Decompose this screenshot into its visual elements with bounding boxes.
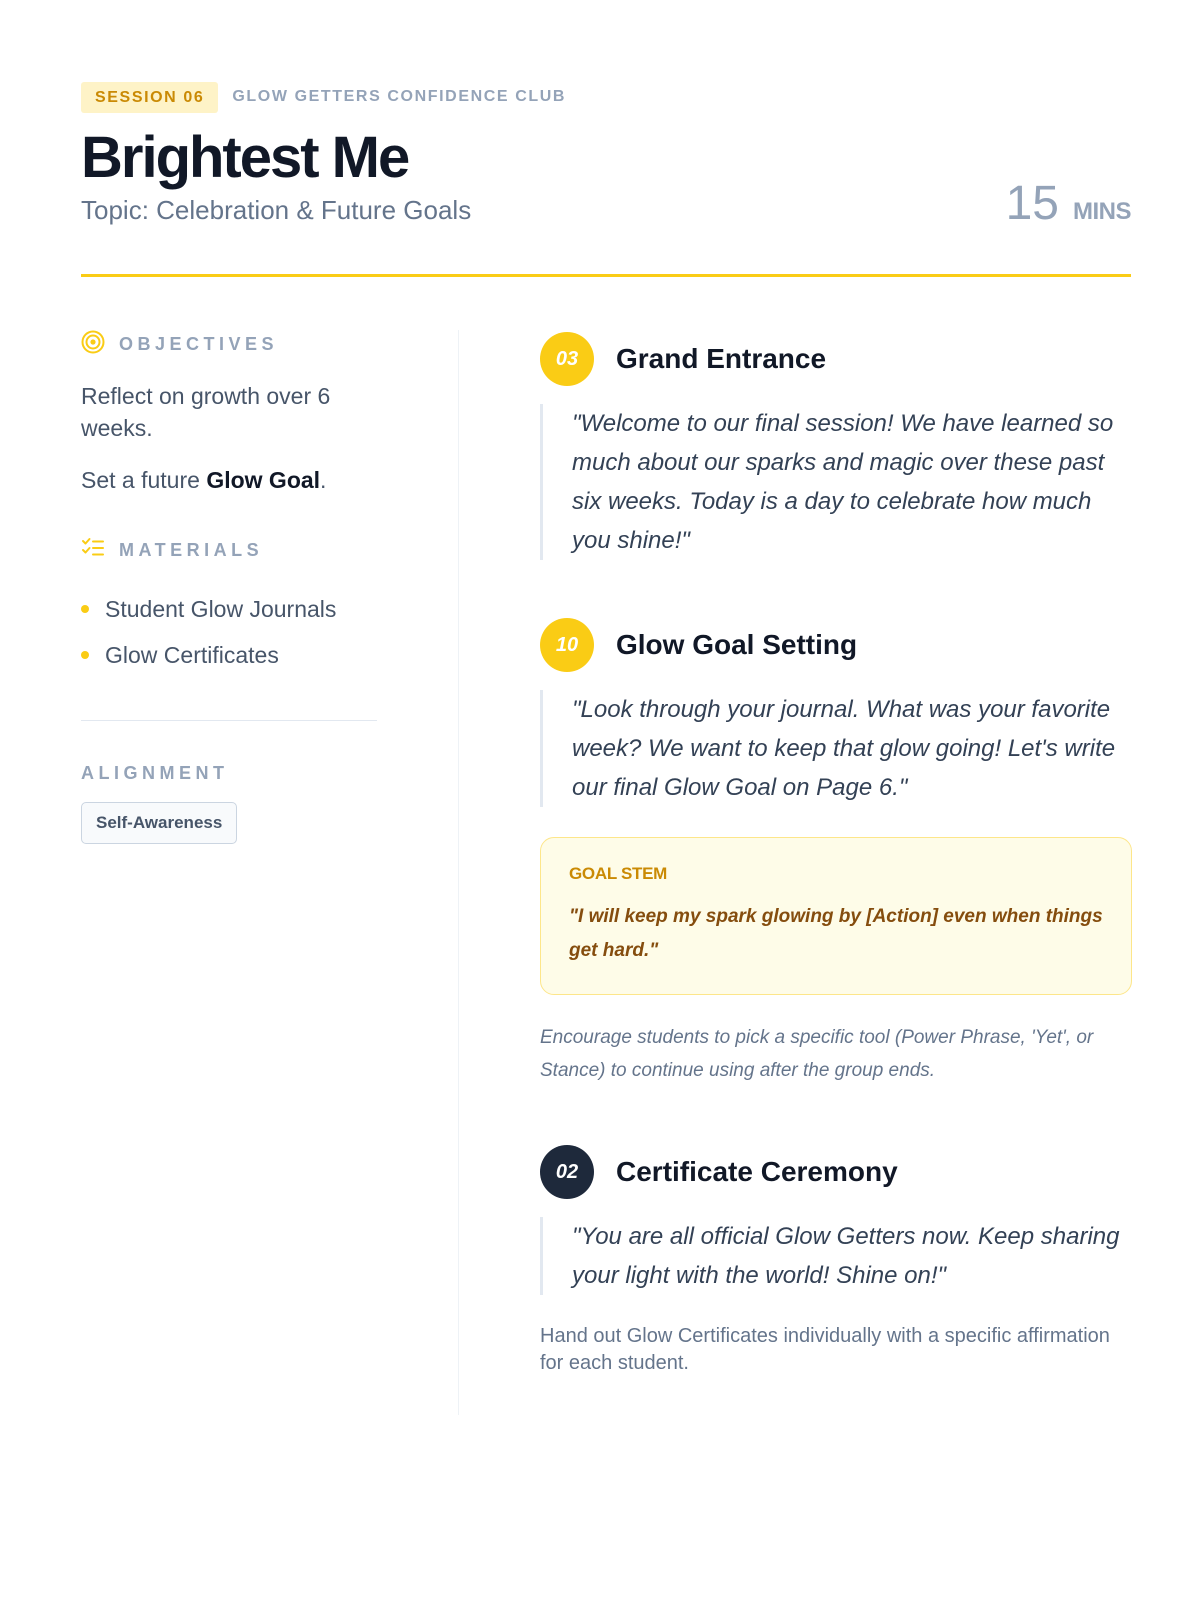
session-badge: SESSION 06 xyxy=(81,82,218,113)
list-item xyxy=(81,632,381,678)
page-topic: Topic: Celebration & Future Goals xyxy=(81,195,472,225)
step-header xyxy=(540,618,1132,672)
objective-punctuation: . xyxy=(320,467,327,493)
column-divider xyxy=(458,330,459,1415)
step-minutes-badge: 10 xyxy=(540,618,594,672)
target-icon xyxy=(81,330,105,359)
materials-label: MATERIALS xyxy=(119,539,264,560)
goal-stem-label: GOAL STEM xyxy=(569,864,668,883)
duration-unit: MINS xyxy=(1073,198,1131,225)
step-title: Certificate Ceremony xyxy=(616,1156,898,1187)
materials-list xyxy=(81,586,381,678)
step-section xyxy=(540,618,1132,1087)
header-meta xyxy=(81,80,1131,114)
club-name: GLOW GETTERS CONFIDENCE CLUB xyxy=(232,88,567,105)
materials-heading xyxy=(81,536,381,564)
objective-item xyxy=(81,464,381,496)
objectives-label: OBJECTIVES xyxy=(119,333,279,354)
objective-emphasis: Glow Goal xyxy=(206,467,321,493)
session-duration xyxy=(1006,176,1131,232)
header-divider xyxy=(81,274,1131,277)
bullet-dot-icon xyxy=(81,651,89,659)
step-header xyxy=(540,332,1132,386)
step-script-quote: "You are all official Glow Getters now. Keep sharing your light with the world! Shine on!" xyxy=(540,1217,1132,1295)
list-item xyxy=(81,586,381,632)
step-minutes-badge: 02 xyxy=(540,1145,594,1199)
goal-stem-callout xyxy=(540,837,1132,995)
page-header xyxy=(81,80,1131,230)
material-label: Glow Certificates xyxy=(105,641,279,668)
step-script-quote: "Welcome to our final session! We have learned so much about our sparks and magic over these past six weeks. Today is a day to celebrate how much you shine!" xyxy=(540,404,1132,560)
duration-value: 15 xyxy=(1005,177,1059,230)
objective-text: Set a future xyxy=(81,467,207,493)
step-section xyxy=(540,332,1132,560)
facilitator-note: Encourage students to pick a specific tool (Power Phrase, 'Yet', or Stance) to continue using after the group ends. xyxy=(540,1027,1094,1081)
objectives-heading xyxy=(81,330,381,358)
facilitator-note: Hand out Glow Certificates individually with a specific affirmation for each student. xyxy=(540,1325,1110,1374)
material-label: Student Glow Journals xyxy=(105,595,337,622)
step-header xyxy=(540,1145,1132,1199)
objective-item: Reflect on growth over 6 weeks. xyxy=(81,383,331,441)
goal-stem-text: "I will keep my spark glowing by [Action] even when things get hard." xyxy=(569,906,1103,961)
alignment-tag: Self-Awareness xyxy=(81,802,237,844)
step-title: Grand Entrance xyxy=(616,343,827,374)
page-title: Brightest Me xyxy=(81,125,409,190)
step-section xyxy=(540,1145,1132,1377)
checklist-icon xyxy=(81,536,105,565)
lesson-steps xyxy=(540,332,1132,1377)
alignment-heading: ALIGNMENT xyxy=(81,763,229,783)
step-title: Glow Goal Setting xyxy=(616,629,858,660)
step-minutes-badge: 03 xyxy=(540,332,594,386)
sidebar-divider xyxy=(81,720,377,721)
step-script-quote: "Look through your journal. What was your favorite week? We want to keep that glow going! Let's write our final Glow Goal on Page 6." xyxy=(540,690,1132,807)
sidebar xyxy=(81,330,381,844)
bullet-dot-icon xyxy=(81,605,89,613)
